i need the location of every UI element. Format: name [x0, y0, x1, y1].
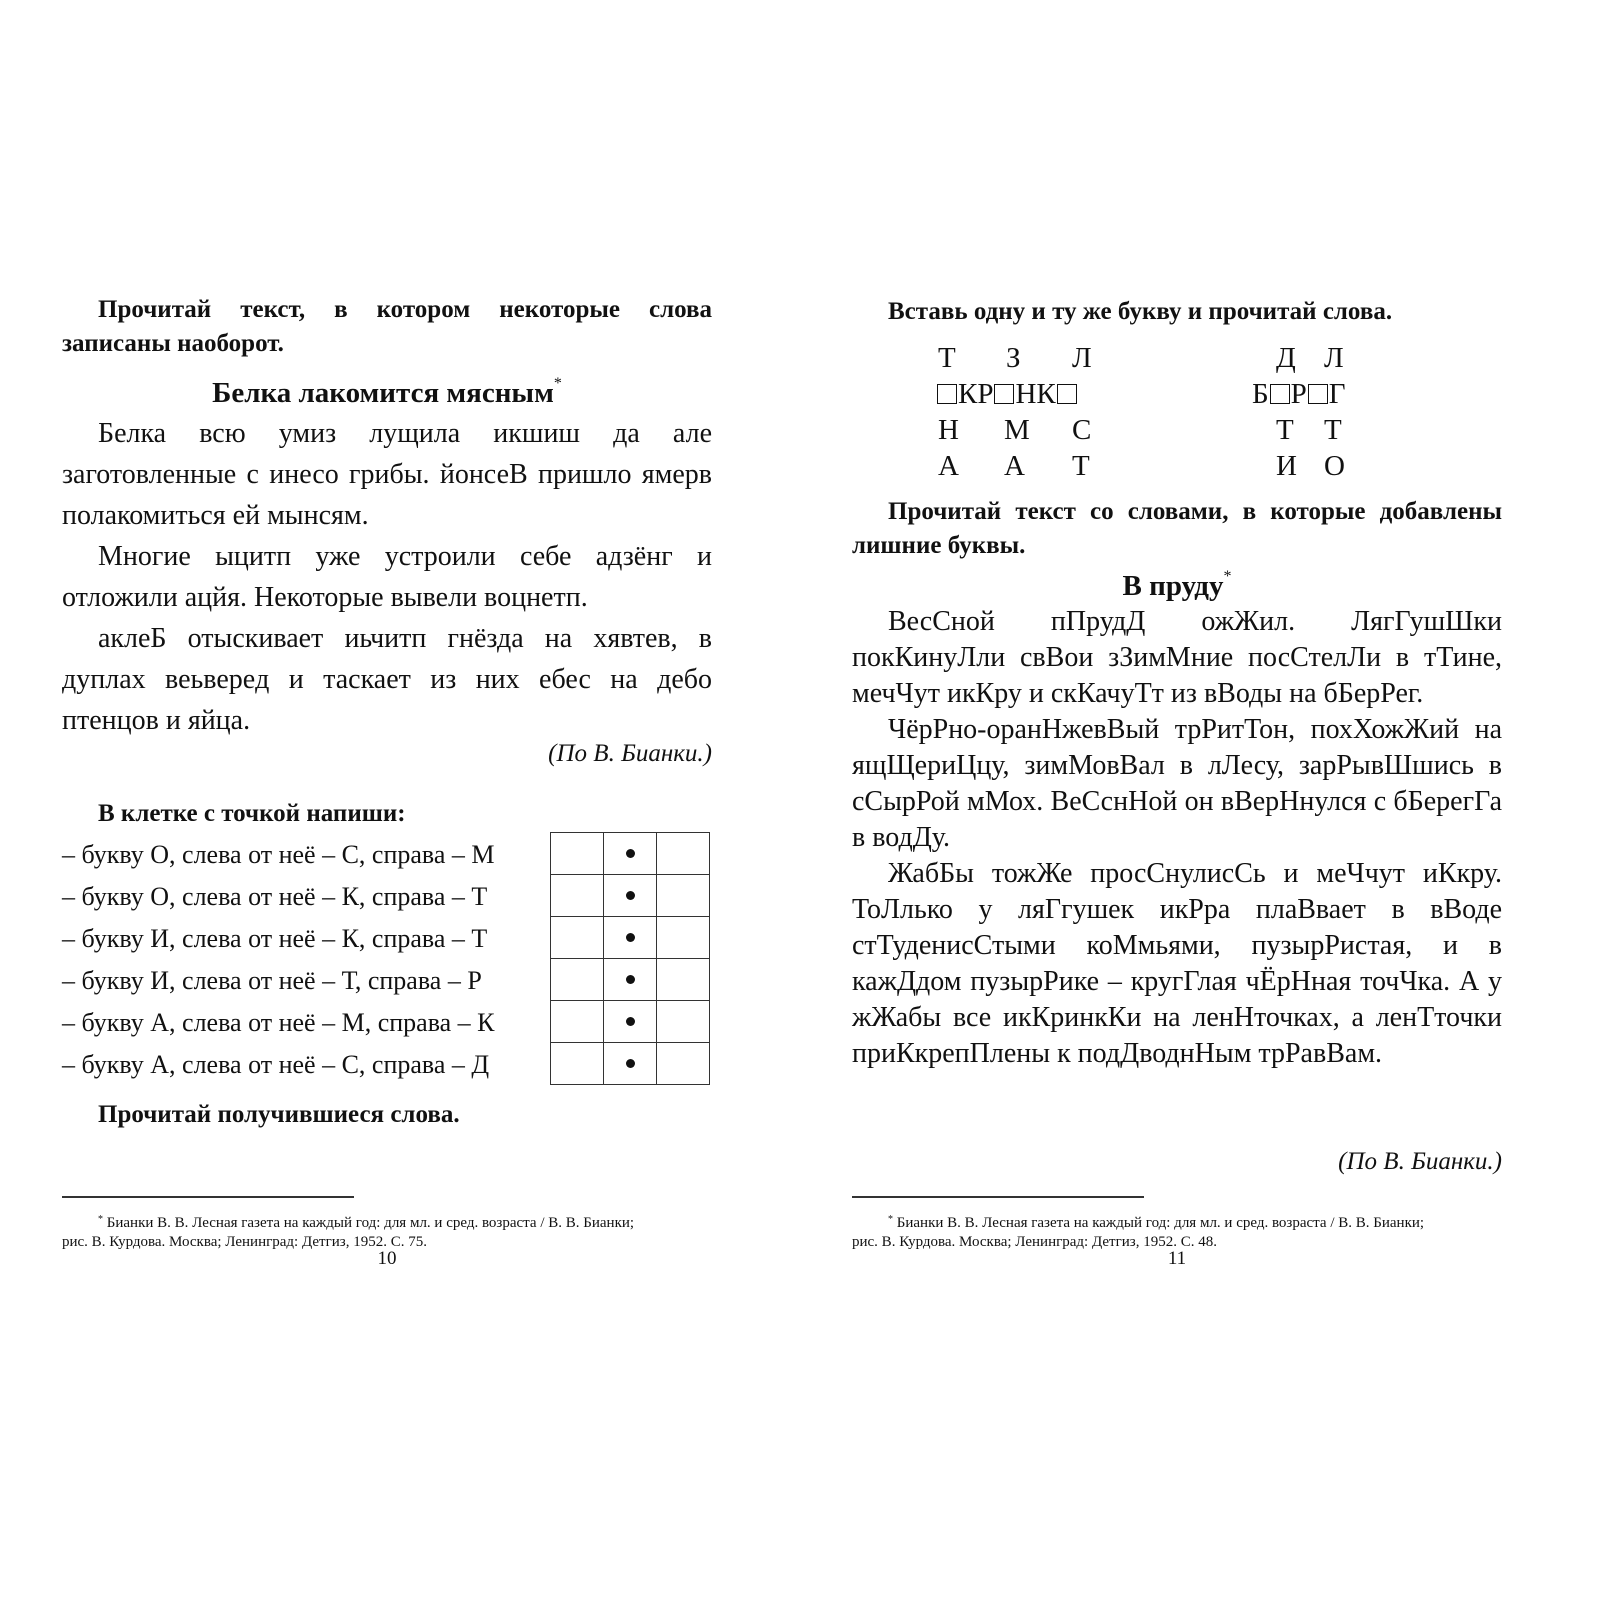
- grid-cell-left[interactable]: [551, 959, 604, 1001]
- grid-cell-center[interactable]: [604, 875, 657, 917]
- grid-cell-right[interactable]: [657, 959, 710, 1001]
- story-text: [852, 604, 1502, 1072]
- grid-row: [551, 875, 710, 917]
- grid-cell-left[interactable]: [551, 1043, 604, 1085]
- grid-cell-right[interactable]: [657, 1001, 710, 1043]
- grid-cell-right[interactable]: [657, 875, 710, 917]
- blank-box[interactable]: [994, 384, 1014, 404]
- dot-icon: [626, 933, 635, 942]
- right-page: [852, 0, 1502, 1600]
- grid-cell-right[interactable]: [657, 1043, 710, 1085]
- grid-task-line: – букву О, слева от неё – К, справа – Т: [62, 882, 488, 911]
- grid-closing-instruction: Прочитай получившиеся слова.: [98, 1101, 460, 1128]
- grid-cell-right[interactable]: [657, 833, 710, 875]
- word-part: НК: [1015, 378, 1056, 410]
- reversed-words-instruction: Прочитай текст, в котором некоторые слова записаны наоборот.: [62, 296, 712, 357]
- puzzle-letter: Т: [1072, 450, 1090, 482]
- blank-box[interactable]: [937, 384, 957, 404]
- puzzle-word: [1252, 376, 1346, 412]
- dot-icon: [626, 891, 635, 900]
- grid-row: [551, 917, 710, 959]
- story-paragraph: Многие ыцитп уже устроили себе адзёнг и отложили ацйя. Некоторые вывели воцнетп.: [62, 541, 712, 613]
- grid-cell-right[interactable]: [657, 917, 710, 959]
- blank-box[interactable]: [1308, 384, 1328, 404]
- blank-box[interactable]: [1270, 384, 1290, 404]
- grid-cell-center[interactable]: [604, 833, 657, 875]
- word-part: Г: [1328, 378, 1346, 410]
- grid-row: [551, 1043, 710, 1085]
- grid-task-line: – букву И, слева от неё – Т, справа – Р: [62, 966, 482, 995]
- grid-cell-center[interactable]: [604, 959, 657, 1001]
- puzzle-letter: А: [1004, 450, 1025, 482]
- dot-icon: [626, 1017, 635, 1026]
- puzzle-letter: Т: [1324, 414, 1342, 446]
- letter-grid: [550, 832, 710, 1085]
- puzzle-word: [936, 376, 1078, 412]
- puzzle-bottom-row: [1252, 412, 1412, 448]
- insert-letter-instruction: Вставь одну и ту же букву и прочитай слова.: [888, 298, 1393, 325]
- footnote-marker: *: [888, 1214, 893, 1225]
- story-title: [852, 568, 1502, 603]
- grid-cell-left[interactable]: [551, 875, 604, 917]
- story-paragraph: Белка всю умиз лущила икшиш да але заготовленные с инесо грибы. йонсеВ пришло ямерв полакомиться ей мынсям.: [62, 418, 712, 531]
- puzzle-letter: М: [1004, 414, 1030, 446]
- puzzle-letter: Л: [1072, 342, 1092, 374]
- story-title-text: Белка лакомится мясным: [212, 377, 554, 409]
- puzzle-letter: Н: [938, 414, 959, 446]
- extra-letters-instruction: Прочитай текст со словами, в которые добавлены лишние буквы.: [852, 498, 1502, 559]
- grid-cell-center[interactable]: [604, 1001, 657, 1043]
- puzzle-letter: И: [1276, 450, 1297, 482]
- grid-task-title: В клетке с точкой напиши:: [98, 800, 406, 827]
- letter-puzzle-right: [1252, 340, 1412, 484]
- grid-cell-center[interactable]: [604, 917, 657, 959]
- grid-cell-left[interactable]: [551, 917, 604, 959]
- footnote-marker: *: [553, 375, 562, 392]
- story-paragraph: ВесСной пПрудД ожЖил. ЛягГушШки покКинуЛли свВои зЗимМние посСтелЛи в тТине, мечЧут икКру и скКачуТт из вВоды на бБерРег.: [852, 606, 1502, 709]
- story-title: [62, 375, 712, 410]
- footnote-marker: *: [1223, 568, 1232, 585]
- grid-cell-left[interactable]: [551, 833, 604, 875]
- story-paragraph: ЧёрРно-оранНжевВый трРитТон, похХожЖий на ящЩериЦцу, зимМовВал в лЛесу, зарРывШшись в сСырРой мМох. ВеСснНой он вВерНнулся с бБерегГа в водДу.: [852, 714, 1502, 853]
- puzzle-bottom-row: [938, 448, 1138, 484]
- grid-row: [551, 833, 710, 875]
- grid-task-line: – букву И, слева от неё – К, справа – Т: [62, 924, 488, 953]
- page-number: 10: [377, 1248, 397, 1269]
- story-paragraph: ЖабБы тожЖе просСнулисСь и меЧчут иКкру. ТоЛлько у ляГгушек икРра плаВвает в вВоде стТуденисСтыми коМмьями, пузырРистая, и в кажДдом пузырРике – кругГлая чЁрНная точЧка. А у жЖабы все икКринкКи на ленНточках, а ленТточки приКкрепПлены к подДводнНым трРавВам.: [852, 858, 1502, 1069]
- word-part: Б: [1252, 378, 1269, 410]
- blank-box[interactable]: [1057, 384, 1077, 404]
- dot-icon: [626, 975, 635, 984]
- page-number: 11: [1167, 1248, 1187, 1269]
- puzzle-letter: Т: [1276, 414, 1294, 446]
- footnote-divider: [852, 1196, 1144, 1198]
- grid-row: [551, 959, 710, 1001]
- footnote-divider: [62, 1196, 354, 1198]
- footnote: [62, 1210, 712, 1252]
- footnote-line: рис. В. Курдова. Москва; Ленинград: Детгиз, 1952. С. 48.: [852, 1234, 1217, 1250]
- puzzle-letter: Т: [938, 342, 956, 374]
- puzzle-letter: Л: [1324, 342, 1344, 374]
- puzzle-letter: З: [1006, 342, 1021, 374]
- grid-cell-center[interactable]: [604, 1043, 657, 1085]
- puzzle-letter: А: [938, 450, 959, 482]
- story-title-text: В пруду: [1122, 570, 1224, 602]
- story-author: (По В. Бианки.): [548, 740, 712, 767]
- word-part: Р: [1290, 378, 1307, 410]
- letter-puzzle-left: [938, 340, 1138, 484]
- story-text: [62, 413, 712, 741]
- footnote-marker: *: [98, 1214, 103, 1225]
- grid-row: [551, 1001, 710, 1043]
- puzzle-bottom-row: [1252, 448, 1412, 484]
- puzzle-letter: О: [1324, 450, 1345, 482]
- grid-task-list: [62, 834, 495, 1086]
- word-part: КР: [958, 378, 994, 410]
- puzzle-letter: Д: [1276, 342, 1296, 374]
- grid-task-line: – букву А, слева от неё – М, справа – К: [62, 1008, 495, 1037]
- dot-icon: [626, 1059, 635, 1068]
- dot-icon: [626, 849, 635, 858]
- grid-task-line: – букву А, слева от неё – С, справа – Д: [62, 1050, 490, 1079]
- puzzle-top-row: [1252, 340, 1412, 376]
- footnote-line: Бианки В. В. Лесная газета на каждый год: для мл. и сред. возраста / В. В. Бианки;: [106, 1215, 635, 1231]
- footnote-line: Бианки В. В. Лесная газета на каждый год: для мл. и сред. возраста / В. В. Бианки;: [896, 1215, 1425, 1231]
- puzzle-letter: С: [1072, 414, 1092, 446]
- puzzle-word-row: [1252, 376, 1412, 412]
- footnote-line: рис. В. Курдова. Москва; Ленинград: Детгиз, 1952. С. 75.: [62, 1234, 427, 1250]
- puzzle-top-row: [938, 340, 1138, 376]
- story-author: (По В. Бианки.): [1338, 1148, 1502, 1175]
- puzzle-word-row: [938, 376, 1138, 412]
- puzzle-bottom-row: [938, 412, 1138, 448]
- footnote: [852, 1210, 1502, 1252]
- story-paragraph: аклеБ отыскивает иьчитп гнёзда на хявтев, в дуплах веьвеpeд и таскает из них ебес на дебо птенцов и яйца.: [62, 623, 712, 736]
- grid-task-line: – букву О, слева от неё – С, справа – М: [62, 840, 495, 869]
- left-page: [62, 0, 712, 1600]
- grid-cell-left[interactable]: [551, 1001, 604, 1043]
